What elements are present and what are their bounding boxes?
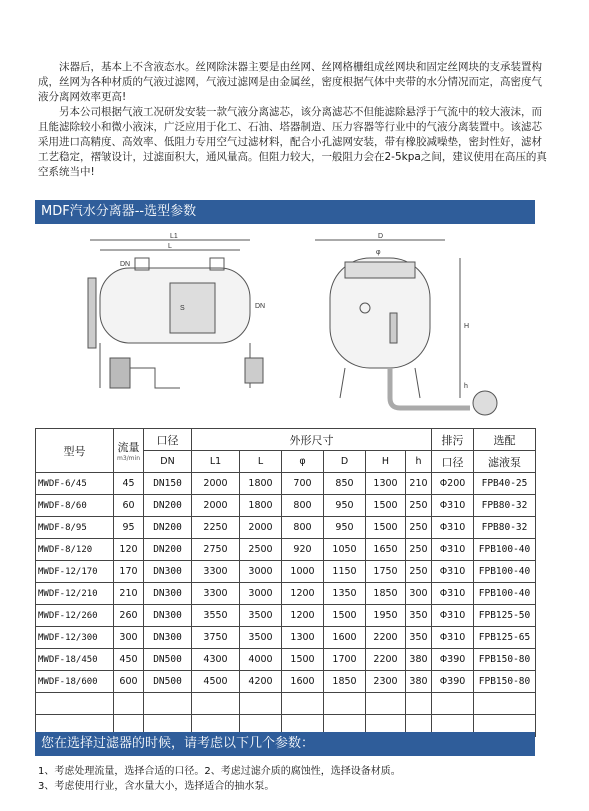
top-flange bbox=[345, 262, 415, 278]
support-foot bbox=[245, 358, 263, 383]
table-cell-h: 380 bbox=[406, 649, 432, 671]
table-row bbox=[36, 473, 536, 495]
table-cell-h: 1650 bbox=[366, 539, 406, 561]
table-cell-drain: Φ310 bbox=[432, 583, 474, 605]
table-cell-flow: 300 bbox=[114, 627, 144, 649]
table-cell-flow: 120 bbox=[114, 539, 144, 561]
table-row bbox=[36, 517, 536, 539]
table-cell-model: MWDF-12/170 bbox=[36, 561, 114, 583]
table-cell-flow: 60 bbox=[114, 495, 144, 517]
header-h-lower: h bbox=[406, 451, 432, 473]
label-l1: L1 bbox=[170, 233, 178, 240]
table-cell-l: 3500 bbox=[240, 627, 282, 649]
level-gauge bbox=[88, 278, 96, 348]
table-cell-pump: FPB150-80 bbox=[474, 649, 536, 671]
table-cell-l: 3500 bbox=[240, 605, 282, 627]
label-d: D bbox=[378, 233, 384, 240]
table-cell-model: MWDF-18/600 bbox=[36, 671, 114, 693]
table-cell-d: 1350 bbox=[324, 583, 366, 605]
table-cell-flow: 95 bbox=[114, 517, 144, 539]
table-cell-l: 1800 bbox=[240, 473, 282, 495]
table-cell-drain: Φ310 bbox=[432, 605, 474, 627]
table-cell-h: 2200 bbox=[366, 627, 406, 649]
label-s: S bbox=[180, 305, 185, 312]
intro-text bbox=[38, 60, 548, 180]
table-cell-port: DN300 bbox=[144, 627, 192, 649]
table-cell-l1: 2250 bbox=[192, 517, 240, 539]
table-row bbox=[36, 627, 536, 649]
table-cell-h: 380 bbox=[406, 671, 432, 693]
table-cell-empty bbox=[240, 693, 282, 715]
table-cell-model: MWDF-6/45 bbox=[36, 473, 114, 495]
table-cell-empty bbox=[114, 693, 144, 715]
table-cell-port: DN200 bbox=[144, 517, 192, 539]
table-cell-l: 4000 bbox=[240, 649, 282, 671]
header-pump: 选配 bbox=[474, 429, 536, 451]
table-cell-d: 1150 bbox=[324, 561, 366, 583]
table-cell-drain: Φ310 bbox=[432, 627, 474, 649]
table-cell-flow: 450 bbox=[114, 649, 144, 671]
table-cell-drain: Φ310 bbox=[432, 561, 474, 583]
table-row bbox=[36, 605, 536, 627]
header-h-upper: H bbox=[366, 451, 406, 473]
table-cell-l: 3000 bbox=[240, 561, 282, 583]
table-cell-drain: Φ310 bbox=[432, 495, 474, 517]
header-phi: φ bbox=[282, 451, 324, 473]
section-title-tips: 您在选择过滤器的时候，请考虑以下几个参数： bbox=[35, 732, 535, 756]
table-cell-l1: 3300 bbox=[192, 561, 240, 583]
table-cell-l: 2500 bbox=[240, 539, 282, 561]
table-cell-port: DN500 bbox=[144, 671, 192, 693]
table-cell-pump: FPB100-40 bbox=[474, 583, 536, 605]
table-cell-model: MWDF-18/450 bbox=[36, 649, 114, 671]
table-cell-h: 1500 bbox=[366, 495, 406, 517]
table-cell-pump: FPB80-32 bbox=[474, 517, 536, 539]
table-cell-h: 2200 bbox=[366, 649, 406, 671]
label-l: L bbox=[168, 243, 172, 250]
table-cell-h: 250 bbox=[406, 561, 432, 583]
table-cell-l: 4200 bbox=[240, 671, 282, 693]
header-model: 型号 bbox=[36, 429, 114, 473]
header-dimensions: 外形尺寸 bbox=[192, 429, 432, 451]
table-cell-port: DN300 bbox=[144, 583, 192, 605]
intro-paragraph-1: 沫器后，基本上不含液态水。丝网除沫器主要是由丝网、丝网格栅组成丝网块和固定丝网块的支承装置构成，丝网为各种材质的气液过滤网，气液过滤网是由金属丝，密度根据气体中夹带的水分情况而定，高密度气液分离网效率更高! bbox=[38, 61, 542, 103]
table-row bbox=[36, 583, 536, 605]
table-cell-flow: 600 bbox=[114, 671, 144, 693]
table-cell-d: 850 bbox=[324, 473, 366, 495]
drain-pump bbox=[110, 358, 130, 388]
header-l1: L1 bbox=[192, 451, 240, 473]
label-phi: φ bbox=[376, 249, 381, 256]
table-row bbox=[36, 495, 536, 517]
table-cell-drain: Φ310 bbox=[432, 517, 474, 539]
table-cell-l1: 2750 bbox=[192, 539, 240, 561]
table-cell-port: DN300 bbox=[144, 561, 192, 583]
table-cell-pump: FPB125-50 bbox=[474, 605, 536, 627]
table-cell-empty bbox=[282, 693, 324, 715]
table-cell-flow: 170 bbox=[114, 561, 144, 583]
table-cell-drain: Φ390 bbox=[432, 671, 474, 693]
header-drain: 排污 bbox=[432, 429, 474, 451]
table-cell-h: 1500 bbox=[366, 517, 406, 539]
table-cell-port: DN150 bbox=[144, 473, 192, 495]
table-cell-flow: 45 bbox=[114, 473, 144, 495]
table-cell-d: 1500 bbox=[324, 605, 366, 627]
table-cell-d: 1850 bbox=[324, 671, 366, 693]
tip-line-2: 3、考虑使用行业，含水量大小，选择适合的抽水泵。 bbox=[38, 781, 275, 792]
table-cell-d: 1050 bbox=[324, 539, 366, 561]
table-cell-model: MWDF-8/60 bbox=[36, 495, 114, 517]
table-row bbox=[36, 649, 536, 671]
table-cell-drain: Φ200 bbox=[432, 473, 474, 495]
table-cell-phi: 1600 bbox=[282, 671, 324, 693]
intro-paragraph-2: 另本公司根据气液工况研发安装一款气液分离滤芯，该分离滤芯不但能滤除悬浮于气流中的较大液沫，而且能滤除较小和微小液沫，广泛应用于化工、石油、塔器制造、压力容器等行业中的气液分离装置中。该滤芯采用进口高精度、高效率、低阻力专用空气过滤材料，配合小孔滤网安装，带有橡胶减噪垫，密封性好，滤材工艺稳定，褶皱设计，过滤面积大，通风量高。但阻力较大，一般阻力会在2-5kpa之间，建议使用在高压的真空系统当中! bbox=[38, 106, 547, 178]
table-cell-empty bbox=[366, 693, 406, 715]
sight-glass bbox=[390, 313, 397, 343]
table-cell-flow: 210 bbox=[114, 583, 144, 605]
table-cell-l: 1800 bbox=[240, 495, 282, 517]
table-cell-l1: 3550 bbox=[192, 605, 240, 627]
label-dn-side: DN bbox=[255, 303, 266, 310]
table-cell-d: 1700 bbox=[324, 649, 366, 671]
table-cell-d: 1600 bbox=[324, 627, 366, 649]
table-cell-port: DN200 bbox=[144, 539, 192, 561]
label-dn-top: DN bbox=[120, 261, 131, 268]
table-cell-h: 300 bbox=[406, 583, 432, 605]
table-cell-pump: FPB100-40 bbox=[474, 539, 536, 561]
table-cell-h: 1950 bbox=[366, 605, 406, 627]
table-cell-model: MWDF-8/120 bbox=[36, 539, 114, 561]
header-drain-sub: 口径 bbox=[432, 451, 474, 473]
table-cell-phi: 1200 bbox=[282, 583, 324, 605]
table-cell-drain: Φ390 bbox=[432, 649, 474, 671]
table-cell-pump: FPB100-40 bbox=[474, 561, 536, 583]
table-cell-phi: 1500 bbox=[282, 649, 324, 671]
header-port: 口径 bbox=[144, 429, 192, 451]
table-cell-phi: 1000 bbox=[282, 561, 324, 583]
table-cell-h: 250 bbox=[406, 495, 432, 517]
table-cell-l1: 2000 bbox=[192, 495, 240, 517]
table-cell-phi: 1300 bbox=[282, 627, 324, 649]
table-cell-l1: 3300 bbox=[192, 583, 240, 605]
table-cell-l: 2000 bbox=[240, 517, 282, 539]
table-cell-l1: 3750 bbox=[192, 627, 240, 649]
drain-elbow bbox=[390, 368, 470, 408]
table-cell-h: 1850 bbox=[366, 583, 406, 605]
table-row bbox=[36, 539, 536, 561]
header-flow-label: 流量 bbox=[117, 441, 140, 454]
table-cell-model: MWDF-12/210 bbox=[36, 583, 114, 605]
table-cell-phi: 920 bbox=[282, 539, 324, 561]
table-cell-h: 1300 bbox=[366, 473, 406, 495]
table-cell-empty bbox=[406, 693, 432, 715]
table-row-empty bbox=[36, 693, 536, 715]
table-cell-empty bbox=[144, 693, 192, 715]
table-cell-l1: 4500 bbox=[192, 671, 240, 693]
table-cell-model: MWDF-12/260 bbox=[36, 605, 114, 627]
table-cell-port: DN500 bbox=[144, 649, 192, 671]
label-h-upper: H bbox=[464, 323, 470, 330]
table-cell-empty bbox=[432, 693, 474, 715]
table-cell-h: 250 bbox=[406, 539, 432, 561]
table-cell-phi: 700 bbox=[282, 473, 324, 495]
table-cell-h: 350 bbox=[406, 605, 432, 627]
filter-window bbox=[170, 283, 215, 333]
table-cell-pump: FPB125-65 bbox=[474, 627, 536, 649]
table-cell-empty bbox=[36, 693, 114, 715]
table-body bbox=[36, 473, 536, 737]
table-cell-h: 2300 bbox=[366, 671, 406, 693]
table-cell-phi: 800 bbox=[282, 517, 324, 539]
table-row bbox=[36, 671, 536, 693]
header-l: L bbox=[240, 451, 282, 473]
table-cell-h: 210 bbox=[406, 473, 432, 495]
table-cell-d: 950 bbox=[324, 495, 366, 517]
header-flow-unit: m3/min bbox=[117, 455, 140, 462]
table-header-row-1 bbox=[36, 429, 536, 451]
table-cell-port: DN200 bbox=[144, 495, 192, 517]
tip-line-1: 1、考虑处理流量，选择合适的口径。2、考虑过滤介质的腐蚀性，选择设备材质。 bbox=[38, 766, 401, 777]
tips-list bbox=[38, 764, 558, 794]
header-flow bbox=[114, 429, 144, 473]
table-row bbox=[36, 561, 536, 583]
drain-outlet-flange bbox=[473, 391, 497, 415]
table-cell-d: 950 bbox=[324, 517, 366, 539]
table-cell-l: 3000 bbox=[240, 583, 282, 605]
table-cell-h: 350 bbox=[406, 627, 432, 649]
table-cell-empty bbox=[324, 693, 366, 715]
table-cell-h: 250 bbox=[406, 517, 432, 539]
separator-drawing bbox=[60, 228, 530, 418]
table-cell-drain: Φ310 bbox=[432, 539, 474, 561]
header-port-unit: DN bbox=[144, 451, 192, 473]
table-cell-empty bbox=[474, 693, 536, 715]
table-cell-pump: FPB150-80 bbox=[474, 671, 536, 693]
table-cell-port: DN300 bbox=[144, 605, 192, 627]
table-cell-pump: FPB40-25 bbox=[474, 473, 536, 495]
table-cell-flow: 260 bbox=[114, 605, 144, 627]
table-cell-l1: 4300 bbox=[192, 649, 240, 671]
table-cell-model: MWDF-12/300 bbox=[36, 627, 114, 649]
table-cell-pump: FPB80-32 bbox=[474, 495, 536, 517]
table-cell-l1: 2000 bbox=[192, 473, 240, 495]
selection-table bbox=[35, 428, 536, 737]
table-cell-phi: 1200 bbox=[282, 605, 324, 627]
header-pump-sub: 滤液泵 bbox=[474, 451, 536, 473]
table-cell-phi: 800 bbox=[282, 495, 324, 517]
table-cell-empty bbox=[192, 693, 240, 715]
header-d: D bbox=[324, 451, 366, 473]
section-title-selection: MDF汽水分离器--选型参数 bbox=[35, 200, 535, 224]
table-cell-model: MWDF-8/95 bbox=[36, 517, 114, 539]
label-h-lower: h bbox=[464, 383, 468, 390]
table-cell-h: 1750 bbox=[366, 561, 406, 583]
